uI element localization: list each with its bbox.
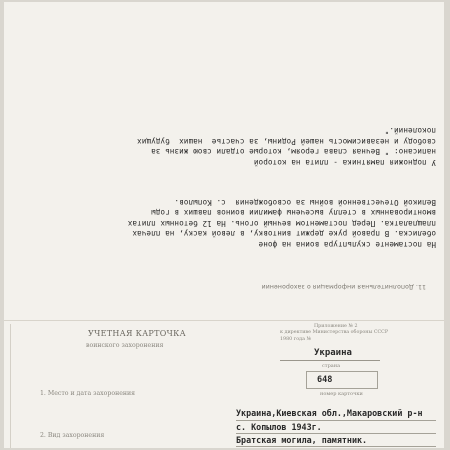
inscription-paragraph: У подножия памятника - плита на которой написано: " Вечная слава героям, которые отдали свою жизнь за свободу и независимость нашей Родины, за счастье наших будущих поколений." <box>137 126 436 167</box>
country-underline <box>280 360 380 361</box>
country-caption: страна <box>322 363 341 369</box>
form-subtitle: воинского захоронения <box>86 342 164 349</box>
burial-type-value: Братская могила, памятник. <box>236 435 368 445</box>
appendix-year: 1980 года № <box>280 336 312 342</box>
monument-description-paragraph: На постаменте скульптура воина на фоне обелиска. В правой руке держит винтовку, в левой каску, на плечах плащпалатка. Перед постаментом вечный огонь. На 12 бетонных плитах вмонтированных в стеллу высечены фамилии воинов павших в годы Великой Отечественной войны за освобождения с. Копылов. <box>127 197 436 250</box>
burial-place-underline1 <box>236 420 436 421</box>
burial-place-value-line2: с. Копылов 1943г. <box>236 422 322 432</box>
card-number-caption: номер карточки <box>320 391 363 397</box>
burial-place-underline2 <box>236 433 436 434</box>
burial-record-card <box>4 2 444 448</box>
burial-place-value-line1: Украина,Киевская обл.,Макаровский р-н <box>236 408 423 418</box>
burial-type-underline <box>236 446 436 447</box>
form-title: УЧЕТНАЯ КАРТОЧКА <box>88 329 186 338</box>
appendix-directive: к директиве Министерства обороны СССР <box>280 330 389 336</box>
additional-info-heading: 11. Дополнительная информация о захоронении <box>261 282 426 290</box>
country-value: Украина <box>314 348 352 358</box>
page-fold-line <box>4 320 444 321</box>
burial-place-label: 1. Место и дата захоронения <box>40 390 136 397</box>
appendix-number: Приложение № 2 <box>314 324 358 329</box>
burial-type-label: 2. Вид захоронения <box>40 432 105 439</box>
card-number-value: 648 <box>317 375 333 385</box>
appendix-note <box>280 324 430 343</box>
card-number-box <box>306 371 378 389</box>
inverted-additional-info-block <box>18 95 436 312</box>
form-left-border <box>10 324 11 448</box>
